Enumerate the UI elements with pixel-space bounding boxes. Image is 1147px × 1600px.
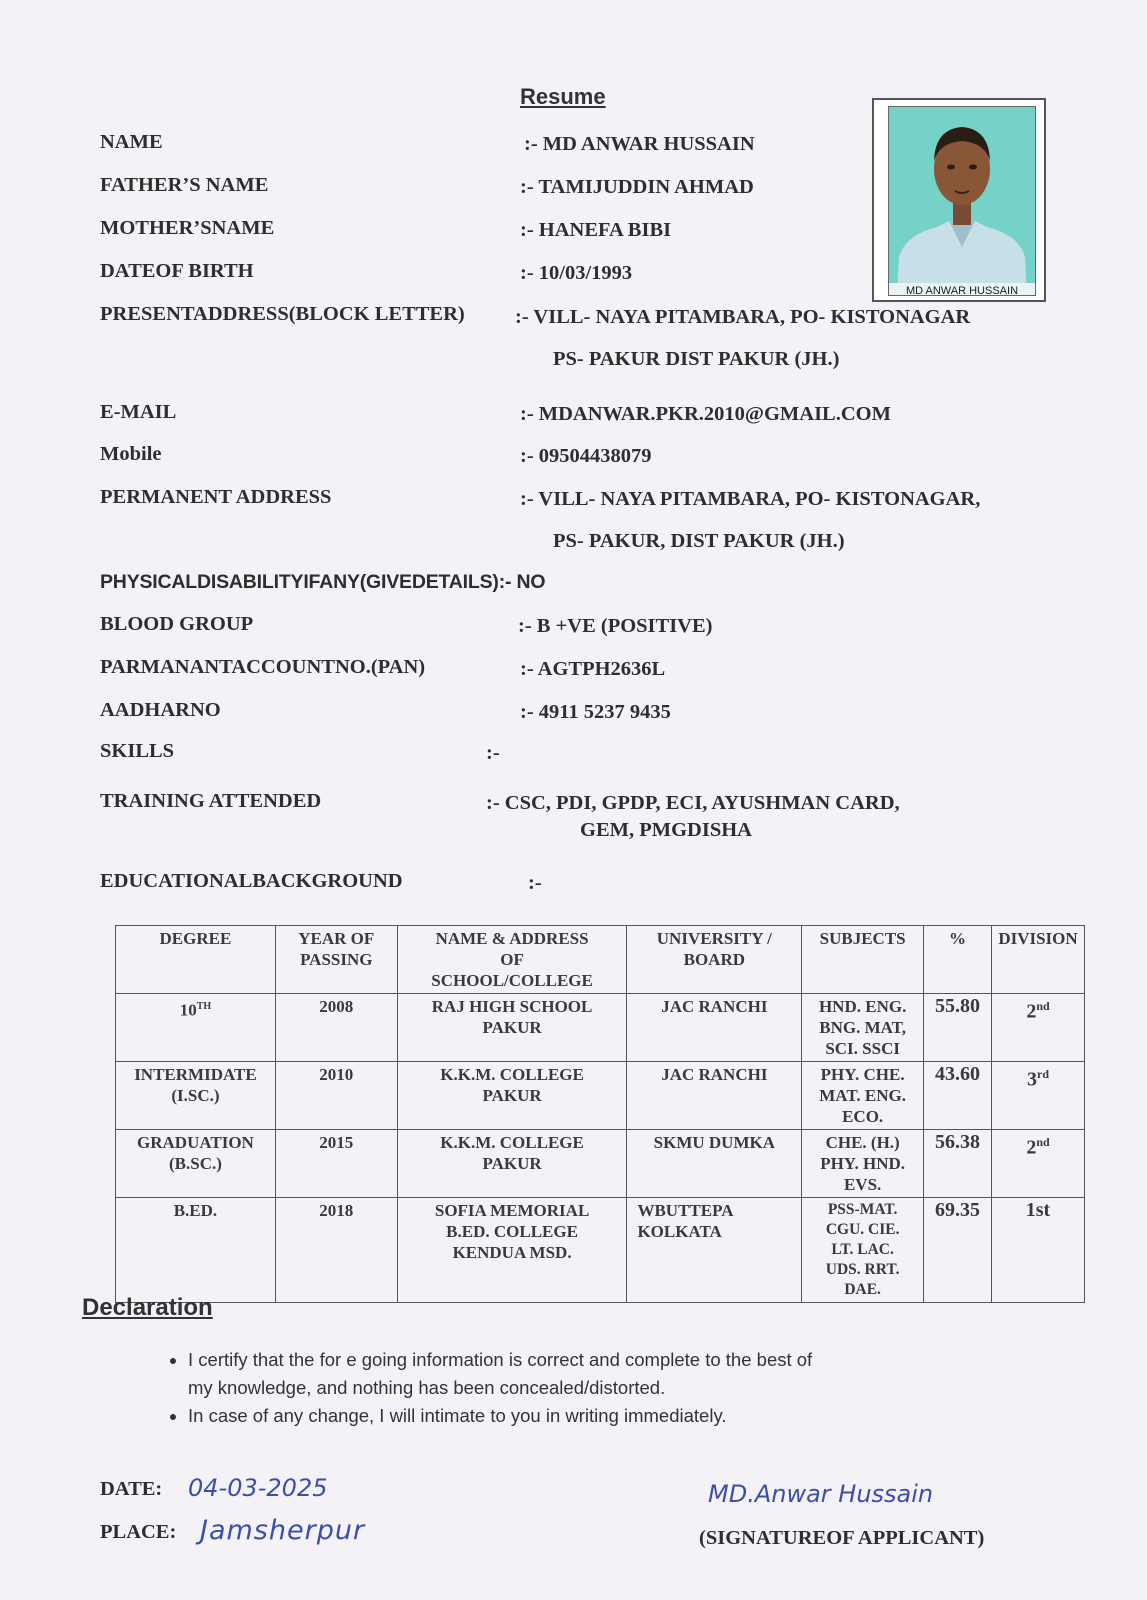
portrait-svg — [889, 107, 1035, 295]
training-line1: :- CSC, PDI, GPDP, ECI, AYUSHMAN CARD, — [486, 792, 900, 814]
table-row — [116, 1198, 1085, 1303]
header-division: DIVISION — [992, 926, 1085, 994]
cell-year: 2015 — [275, 1130, 397, 1198]
education-label: EDUCATIONALBACKGROUND — [100, 870, 403, 892]
mobile-label: Mobile — [100, 443, 162, 465]
cell-degree: GRADUATION (B.SC.) — [116, 1130, 276, 1198]
dob-label: DATEOF BIRTH — [100, 260, 254, 282]
cell-degree: B.ED. — [116, 1198, 276, 1303]
cell-university: WBUTTEPA KOLKATA — [627, 1198, 802, 1303]
photo-caption: MD ANWAR HUSSAIN — [889, 283, 1035, 296]
education-table — [115, 925, 1085, 1303]
cell-percent: 69.35 — [924, 1198, 992, 1303]
table-header-row — [116, 926, 1085, 994]
blood-group-value: :- B +VE (POSITIVE) — [518, 615, 713, 637]
cell-subjects: PSS-MAT. CGU. CIE. LT. LAC. UDS. RRT. DAE. — [802, 1198, 924, 1303]
header-year: YEAR OF PASSING — [275, 926, 397, 994]
declaration-heading: Declaration — [82, 1294, 213, 1321]
cell-division: 2nd — [992, 994, 1085, 1062]
cell-university: JAC RANCHI — [627, 994, 802, 1062]
name-value: :- MD ANWAR HUSSAIN — [524, 133, 755, 155]
present-address-line1: :- VILL- NAYA PITAMBARA, PO- KISTONAGAR — [515, 306, 971, 328]
cell-subjects: CHE. (H.) PHY. HND. EVS. — [802, 1130, 924, 1198]
father-name-label: FATHER’S NAME — [100, 174, 269, 196]
date-label: DATE: — [100, 1478, 163, 1500]
blood-group-label: BLOOD GROUP — [100, 613, 254, 635]
cell-subjects: PHY. CHE. MAT. ENG. ECO. — [802, 1062, 924, 1130]
mother-name-label: MOTHER’SNAME — [100, 217, 275, 239]
present-address-line2: PS- PAKUR DIST PAKUR (JH.) — [553, 348, 840, 370]
cell-degree: 10TH — [116, 994, 276, 1062]
header-percent: % — [924, 926, 992, 994]
cell-percent: 55.80 — [924, 994, 992, 1062]
cell-university: SKMU DUMKA — [627, 1130, 802, 1198]
cell-year: 2008 — [275, 994, 397, 1062]
name-label: NAME — [100, 131, 163, 153]
education-value: :- — [528, 872, 542, 894]
skills-value: :- — [486, 742, 500, 764]
cell-division: 2nd — [992, 1130, 1085, 1198]
list-item: • In case of any change, I will intimate to you in writing immediately. — [188, 1402, 968, 1430]
training-line2: GEM, PMGDISHA — [580, 819, 752, 841]
permanent-address-line2: PS- PAKUR, DIST PAKUR (JH.) — [553, 530, 845, 552]
present-address-label: PRESENTADDRESS(BLOCK LETTER) — [100, 303, 465, 325]
father-name-value: :- TAMIJUDDIN AHMAD — [520, 176, 754, 198]
cell-school: SOFIA MEMORIAL B.ED. COLLEGE KENDUA MSD. — [397, 1198, 627, 1303]
table-row — [116, 1130, 1085, 1198]
permanent-address-label: PERMANENT ADDRESS — [100, 486, 332, 508]
cell-year: 2018 — [275, 1198, 397, 1303]
cell-school: K.K.M. COLLEGE PAKUR — [397, 1130, 627, 1198]
email-value: :- MDANWAR.PKR.2010@GMAIL.COM — [520, 403, 891, 425]
cell-school: RAJ HIGH SCHOOL PAKUR — [397, 994, 627, 1062]
header-degree: DEGREE — [116, 926, 276, 994]
place-label: PLACE: — [100, 1521, 177, 1543]
cell-degree: INTERMIDATE (I.SC.) — [116, 1062, 276, 1130]
declaration-list — [150, 1346, 968, 1430]
cell-subjects: HND. ENG. BNG. MAT, SCI. SSCI — [802, 994, 924, 1062]
pan-value: :- AGTPH2636L — [520, 658, 666, 680]
skills-label: SKILLS — [100, 740, 175, 762]
header-university: UNIVERSITY / BOARD — [627, 926, 802, 994]
date-value: 04-03-2025 — [188, 1474, 328, 1502]
aadhar-label: AADHARNO — [100, 699, 221, 721]
portrait-image — [888, 106, 1036, 296]
header-school: NAME & ADDRESS OF SCHOOL/COLLEGE — [397, 926, 627, 994]
email-label: E-MAIL — [100, 401, 177, 423]
cell-division: 1st — [992, 1198, 1085, 1303]
cell-year: 2010 — [275, 1062, 397, 1130]
table-row — [116, 994, 1085, 1062]
mobile-value: :- 09504438079 — [520, 445, 652, 467]
training-label: TRAINING ATTENDED — [100, 790, 322, 812]
dob-value: :- 10/03/1993 — [520, 262, 633, 284]
mother-name-value: :- HANEFA BIBI — [520, 219, 672, 241]
disability-label: PHYSICALDISABILITYIFANY(GIVEDETAILS):- NO — [100, 571, 546, 593]
cell-division: 3rd — [992, 1062, 1085, 1130]
cell-percent: 56.38 — [924, 1130, 992, 1198]
cell-university: JAC RANCHI — [627, 1062, 802, 1130]
header-subjects: SUBJECTS — [802, 926, 924, 994]
table-row — [116, 1062, 1085, 1130]
cell-school: K.K.M. COLLEGE PAKUR — [397, 1062, 627, 1130]
page-title: Resume — [520, 84, 606, 109]
permanent-address-line1: :- VILL- NAYA PITAMBARA, PO- KISTONAGAR, — [520, 488, 981, 510]
place-value: Jamsherpur — [200, 1515, 366, 1546]
list-item: • I certify that the for e going information is correct and complete to the best of my knowledge, and nothing has been concealed/distorted. — [188, 1346, 968, 1402]
aadhar-value: :- 4911 5237 9435 — [520, 701, 671, 723]
pan-label: PARMANANTACCOUNTNO.(PAN) — [100, 656, 426, 678]
signature: MD.Anwar Hussain — [708, 1480, 934, 1508]
cell-percent: 43.60 — [924, 1062, 992, 1130]
applicant-photo — [872, 98, 1046, 302]
signature-label: (SIGNATUREOF APPLICANT) — [699, 1527, 985, 1549]
